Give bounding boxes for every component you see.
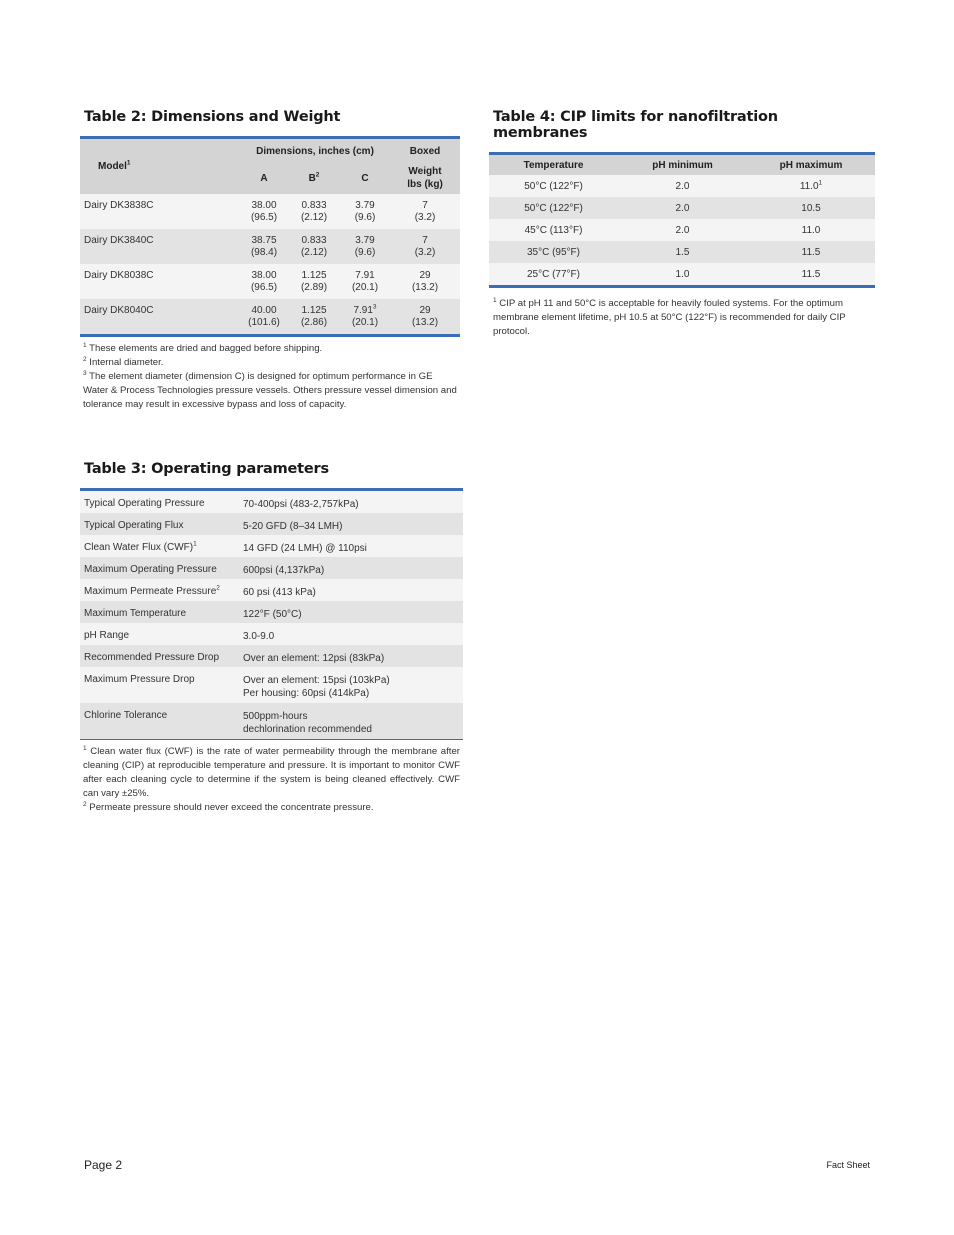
parameter-label: Maximum Operating Pressure (84, 564, 217, 575)
temperature-cell: 35°C (95°F) (526, 247, 580, 258)
ph-max-cell: 11.0 (801, 225, 821, 236)
parameter-value: 122°F (50°C) (243, 609, 302, 620)
a-cell (240, 229, 288, 264)
weight-value: 7 (422, 200, 428, 211)
temperature-header: Temperature (523, 159, 584, 171)
table-row (80, 264, 460, 299)
c-metric-value: (20.1) (351, 282, 379, 293)
table-row (80, 490, 463, 514)
parameter-value: 14 GFD (24 LMH) @ 110psi (243, 543, 367, 554)
parameter-value: 60 psi (413 kPa) (243, 587, 316, 598)
model-cell: Dairy DK3840C (84, 235, 154, 246)
table-row (80, 623, 463, 645)
table3-title: Table 3: Operating parameters (84, 461, 329, 477)
ph-min-cell: 2.0 (675, 181, 690, 192)
table2-header-row-1 (80, 138, 460, 163)
weight-metric-value: (13.2) (411, 282, 439, 293)
ph-max-cell: 11.5 (801, 269, 821, 280)
b-metric-value: (2.89) (300, 282, 328, 293)
table4-title: Table 4: CIP limits for nanofiltration membranes (493, 109, 778, 141)
c-metric-value: (20.1) (351, 317, 379, 328)
table-row (80, 667, 463, 703)
temperature-cell: 50°C (122°F) (524, 203, 583, 214)
weight-metric-value: (13.2) (411, 317, 439, 328)
b-value: 0.833 (301, 235, 327, 246)
b-value: 1.125 (301, 305, 327, 316)
table-row (80, 645, 463, 667)
b-cell (288, 229, 340, 264)
a-metric-value: (96.5) (250, 282, 278, 293)
table-row (80, 513, 463, 535)
model-cell: Dairy DK8038C (84, 270, 154, 281)
model-header: Model$^1$ (98, 159, 131, 172)
a-cell (240, 299, 288, 336)
ph-min-cell: 1.0 (675, 269, 690, 280)
footnote: $^2$ Permeate pressure should never exceed the concentrate pressure. (83, 800, 374, 813)
c-value: 3.79 (355, 235, 375, 246)
c-value: 3.79 (355, 200, 375, 211)
b-metric-value: (2.12) (300, 247, 328, 258)
ph-min-cell: 1.5 (675, 247, 690, 258)
ph-max-cell: 11.5 (801, 247, 821, 258)
ph-min-cell: 2.0 (675, 225, 690, 236)
col-a-header: A (260, 172, 268, 184)
a-metric-value: (98.4) (250, 247, 278, 258)
ph-maximum-header: pH maximum (779, 159, 843, 171)
parameter-label: Maximum Permeate Pressure$^2$ (84, 584, 220, 597)
temperature-cell: 25°C (77°F) (526, 269, 580, 280)
weight-cell (390, 299, 460, 336)
table-row (489, 263, 875, 287)
c-metric-value: (9.6) (354, 247, 376, 258)
weight-cell (390, 264, 460, 299)
cip-limits-table (489, 152, 875, 288)
dimensions-header: Dimensions, inches (cm) (256, 146, 374, 157)
weight-value: 7 (422, 235, 428, 246)
footnote: $^1$ CIP at pH 11 and 50°C is acceptable for heavily fouled systems. For the optimum membrane element lifetime, pH 10.5 at 50°C (122°F) is recommended for daily CIP protocol. (493, 296, 846, 337)
parameter-value: 500ppm-hours dechlorination recommended (243, 711, 372, 735)
ph-max-cell: 11.0$^1$ (799, 179, 823, 192)
a-value: 38.00 (251, 270, 277, 281)
table-row (80, 194, 460, 229)
ph-minimum-header: pH minimum (652, 159, 713, 171)
a-metric-value: (101.6) (248, 317, 280, 328)
table2-footnotes (80, 342, 460, 412)
weight-cell (390, 194, 460, 229)
page-number: Page 2 (84, 1158, 123, 1172)
footnote: $^1$ Clean water flux (CWF) is the rate of water permeability through the membrane after cleaning (CIP) at reproducible temperature and pressure. It is important to monitor CWF after each cleaning cycle to determine if the system is being cleaned effectively. CWF can vary ±25%. (83, 744, 461, 799)
b-value: 1.125 (301, 270, 327, 281)
table2-title: Table 2: Dimensions and Weight (84, 109, 341, 125)
model-cell: Dairy DK8040C (84, 305, 154, 316)
table-row (80, 703, 463, 739)
footnote: $^2$ Internal diameter. (83, 355, 164, 368)
parameter-label: Clean Water Flux (CWF)$^1$ (84, 540, 197, 553)
parameter-label: pH Range (84, 630, 130, 641)
ph-min-cell: 2.0 (675, 203, 690, 214)
model-cell: Dairy DK3838C (84, 200, 154, 211)
parameter-label: Typical Operating Pressure (84, 498, 205, 509)
c-cell (340, 264, 390, 299)
weight-value: 29 (419, 305, 431, 316)
parameter-label: Typical Operating Flux (84, 520, 184, 531)
c-value: 7.91$^3$ (353, 303, 377, 316)
parameter-label: Maximum Temperature (84, 608, 187, 619)
parameter-label: Chlorine Tolerance (84, 710, 168, 721)
parameter-value: Over an element: 15psi (103kPa) Per housing: 60psi (414kPa) (243, 675, 390, 699)
a-cell (240, 264, 288, 299)
a-value: 38.00 (251, 200, 277, 211)
c-metric-value: (9.6) (354, 212, 376, 223)
table-row (489, 175, 875, 197)
b-value: 0.833 (301, 200, 327, 211)
table-row (489, 197, 875, 219)
table-row (80, 229, 460, 264)
dimensions-table (80, 136, 460, 337)
col-c-header: C (361, 172, 369, 184)
parameter-value: 600psi (4,137kPa) (243, 565, 325, 576)
table3-footnotes (80, 745, 463, 815)
b-cell (288, 194, 340, 229)
b-cell (288, 299, 340, 336)
table-row (80, 299, 460, 336)
c-cell (340, 194, 390, 229)
parameter-value: 3.0-9.0 (243, 631, 275, 642)
table4-section (489, 109, 875, 339)
table-row (489, 219, 875, 241)
table2-section (80, 109, 460, 412)
footnote: $^3$ The element diameter (dimension C) is designed for optimum performance in GE Water & Process Technologies pressure vessels. Others pressure vessel dimension and tolerance may result in excessive bypass and loss of capacity. (83, 369, 457, 410)
a-cell (240, 194, 288, 229)
table-row (80, 557, 463, 579)
a-value: 40.00 (251, 305, 277, 316)
table3-section (80, 461, 463, 815)
table-row (80, 579, 463, 601)
parameter-label: Recommended Pressure Drop (84, 652, 220, 663)
parameter-value: Over an element: 12psi (83kPa) (243, 653, 385, 664)
weight-header: Weight lbs (kg) (407, 166, 443, 190)
weight-metric-value: (3.2) (414, 212, 436, 223)
c-cell (340, 299, 390, 336)
c-cell (340, 229, 390, 264)
a-value: 38.75 (251, 235, 277, 246)
a-metric-value: (96.5) (250, 212, 278, 223)
weight-metric-value: (3.2) (414, 247, 436, 258)
weight-cell (390, 229, 460, 264)
temperature-cell: 50°C (122°F) (524, 181, 583, 192)
document-type: Fact Sheet (826, 1160, 870, 1170)
temperature-cell: 45°C (113°F) (524, 225, 583, 236)
col-b-header: $B^2$ (308, 171, 320, 184)
footnote: $^1$ These elements are dried and bagged before shipping. (83, 341, 323, 354)
b-metric-value: (2.86) (300, 317, 328, 328)
weight-value: 29 (419, 270, 431, 281)
parameter-label: Maximum Pressure Drop (84, 674, 195, 685)
b-cell (288, 264, 340, 299)
parameter-value: 70-400psi (483-2,757kPa) (243, 499, 359, 510)
ph-max-cell: 10.5 (801, 203, 821, 214)
boxed-header: Boxed (409, 146, 441, 157)
table4-footnotes (489, 297, 875, 339)
table-row (80, 535, 463, 557)
c-value: 7.91 (355, 270, 375, 281)
table-row (80, 601, 463, 623)
table-row (489, 241, 875, 263)
b-metric-value: (2.12) (300, 212, 328, 223)
table4-header-row (489, 154, 875, 176)
operating-parameters-table (80, 488, 463, 739)
parameter-value: 5-20 GFD (8–34 LMH) (243, 521, 343, 532)
